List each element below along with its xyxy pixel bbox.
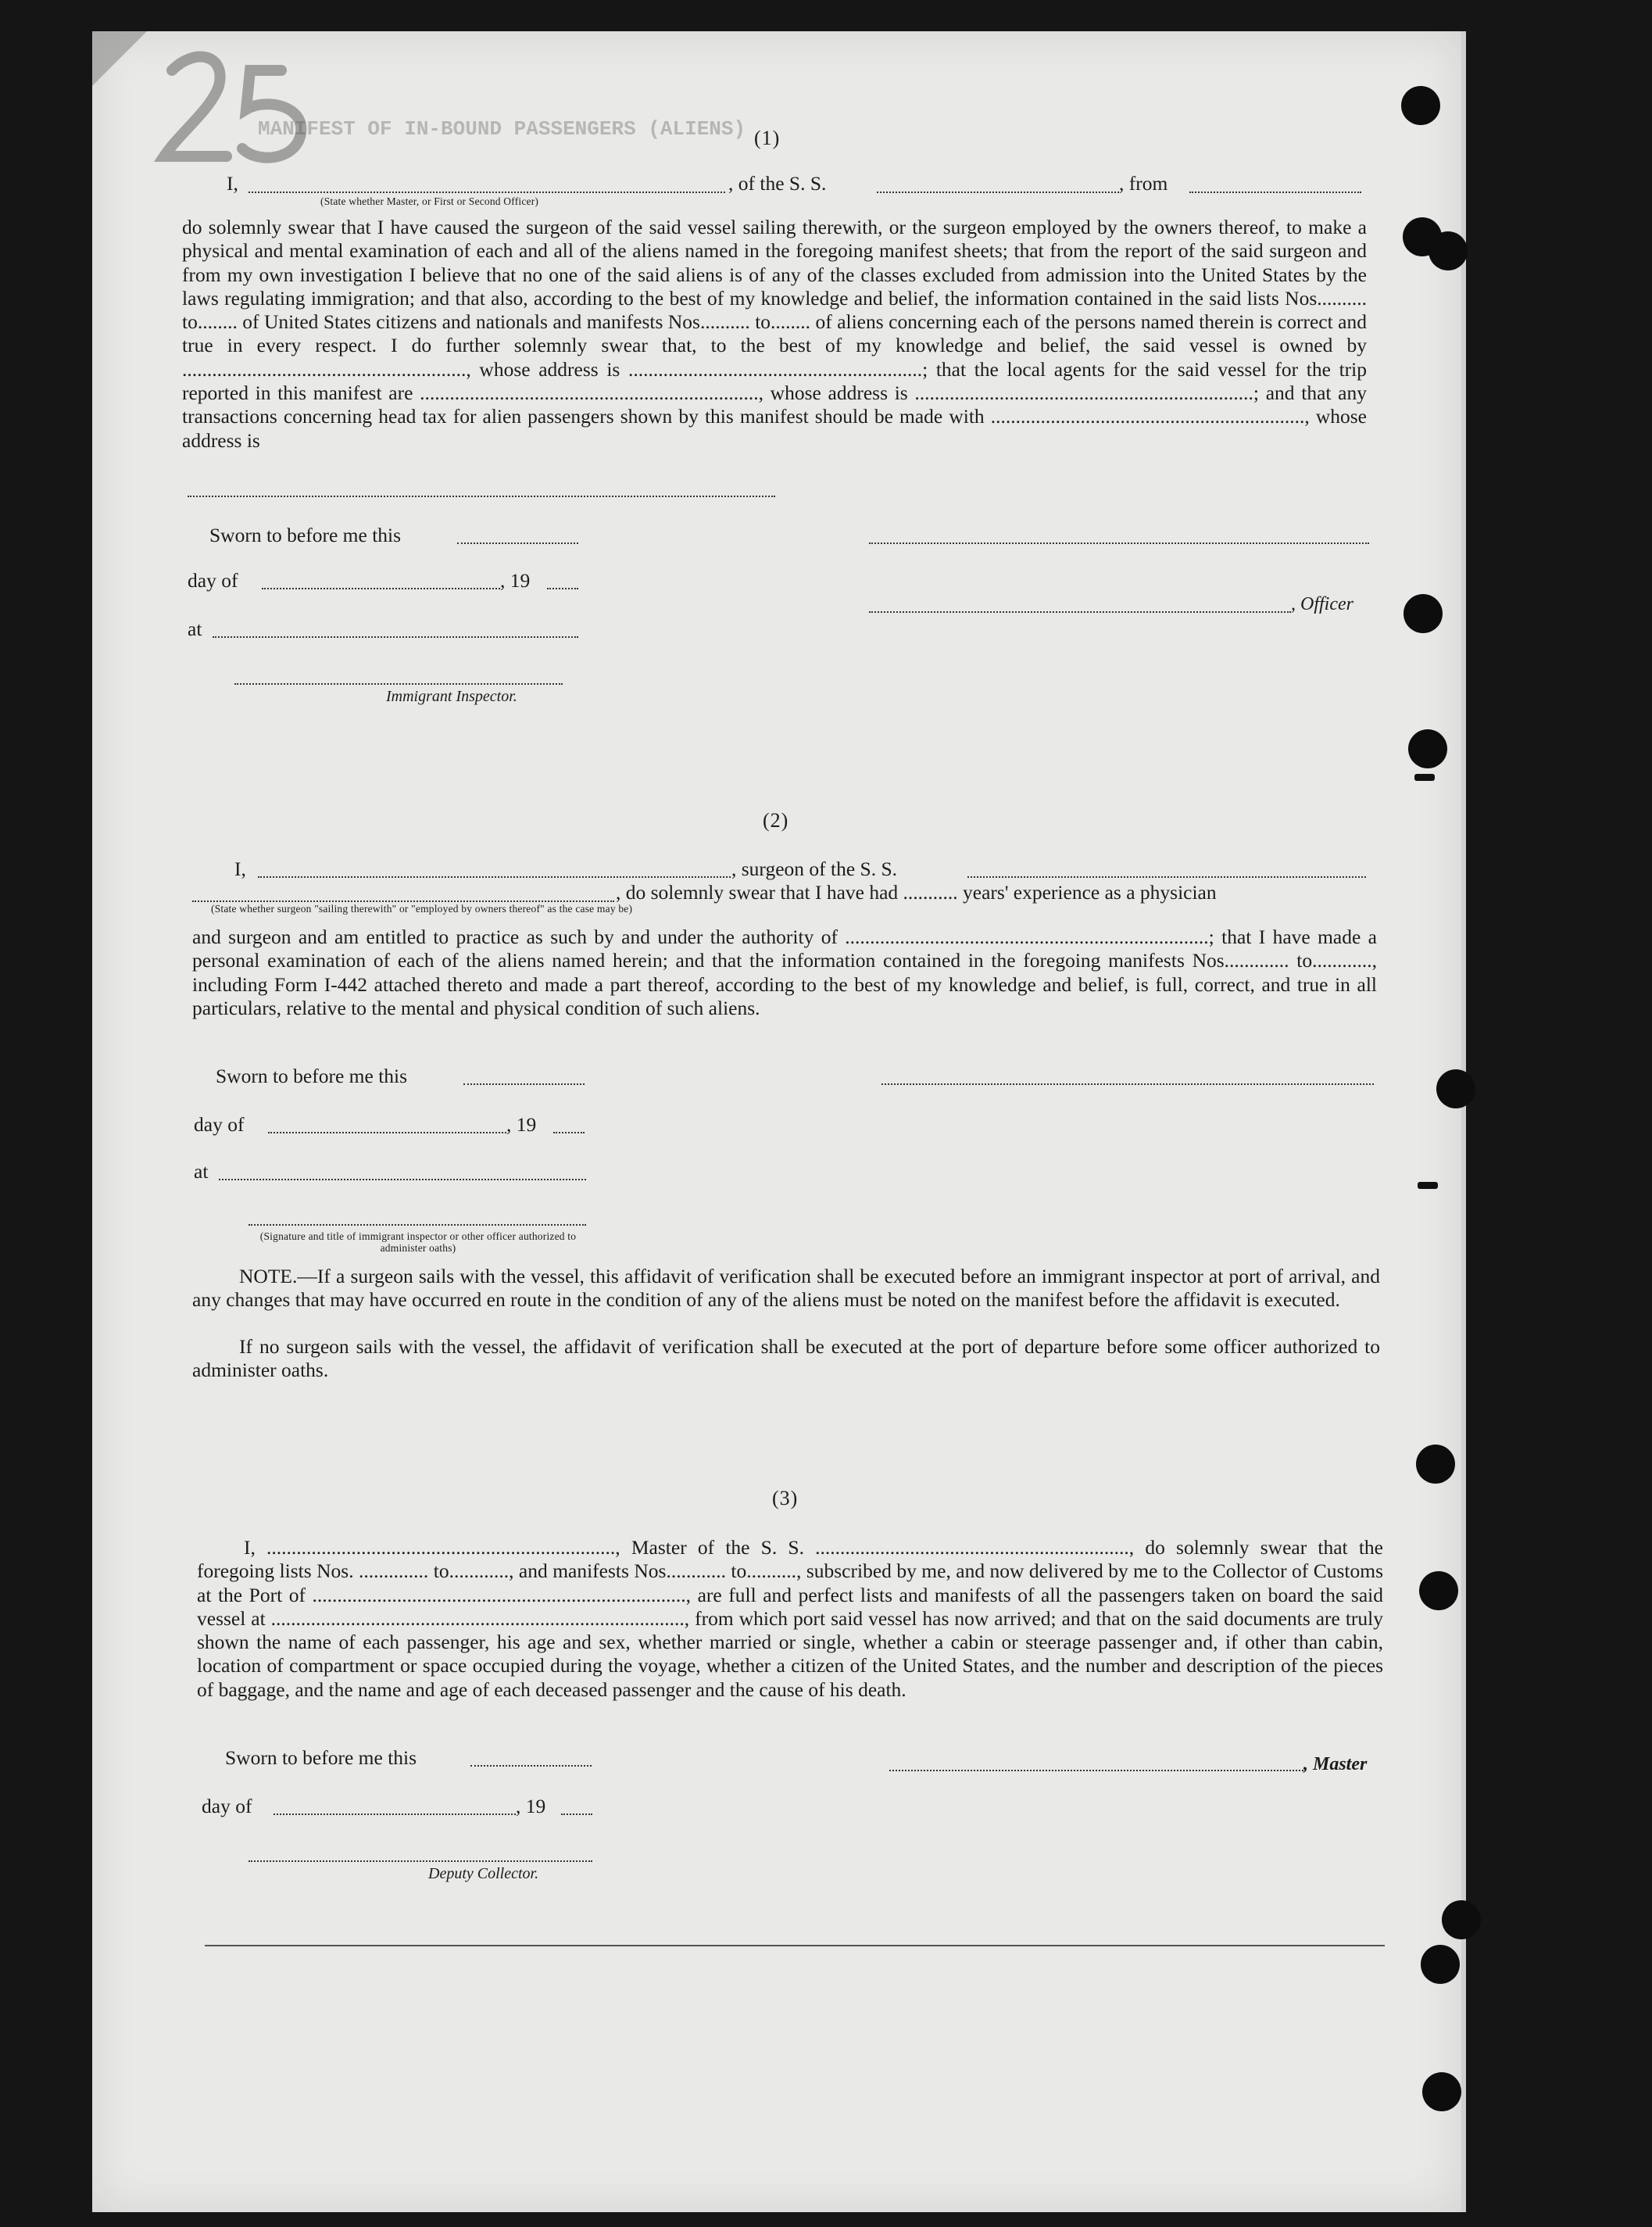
section-1-address-line <box>188 496 775 497</box>
deputy-collector-label: Deputy Collector. <box>428 1865 539 1882</box>
section-2-inspector-signature-line <box>249 1224 586 1226</box>
binder-hole <box>1403 594 1443 633</box>
surgeon-name-line <box>258 876 731 878</box>
section-3-number: (3) <box>772 1487 799 1509</box>
officer-signature-line <box>869 611 1291 613</box>
immigrant-inspector-signature-line <box>234 683 563 685</box>
section-2-month-line <box>268 1132 506 1133</box>
section-1-at-line <box>213 636 578 638</box>
section-2-year-line <box>553 1132 585 1133</box>
bottom-rule <box>205 1945 1385 1946</box>
master-label: , Master <box>1303 1754 1368 1774</box>
master-signature-line <box>889 1770 1303 1771</box>
section-1-sworn-label: Sworn to before me this <box>209 524 402 546</box>
section-2-vessel-line <box>967 876 1366 878</box>
section-1-vessel-label: , of the S. S. <box>728 172 827 195</box>
from-port-line <box>1189 192 1361 193</box>
master-name-line <box>249 192 725 193</box>
deputy-collector-signature-line <box>249 1860 592 1862</box>
section-2-experience-label: , do solemnly swear that I have had ........... years' experience as a physician <box>616 881 1217 904</box>
section-1-from-label: , from <box>1119 172 1168 195</box>
section-1-i-label: I, <box>227 172 238 195</box>
note-paragraph-1: NOTE.—If a surgeon sails with the vessel, this affidavit of verification shall be executed before an immigrant inspector at port of arrival, and any changes that may have occurred en route in the condition of any of the aliens must be noted on the manifest before the affidavit is executed. <box>192 1265 1380 1312</box>
section-3-year-label: , 19 <box>516 1795 546 1817</box>
section-2-i-label: I, <box>234 858 246 880</box>
section-2-at-label: at <box>194 1160 209 1183</box>
handwritten-number-stamp <box>148 39 352 172</box>
section-1-oath-paragraph: do solemnly swear that I have caused the surgeon of the said vessel sailing therewith, or the surgeon employed by the owners thereof, to make a physical and mental examination of each and all of the aliens named in the foregoing manifest sheets; that from the report of the said surgeon and from my own investigation I believe that no one of the said aliens is of any of the classes excluded from admission into the United States by the laws regulating immigration; and that also, according to the best of my knowledge and belief, the information contained in the said lists Nos.......... to........ of United States citizens and nationals and manifests Nos.......... to........ of aliens concerning each of the persons named therein is correct and true in every respect. I do further solemnly swear that, to the best of my knowledge and belief, the said vessel is owned by ........................................................., whose address is ...........................................................; that the local agents for the said vessel for the trip reported in this manifest are ...................................................................., whose address is ....................................................................; and that any transactions concerning head tax for alien passengers shown by this manifest should be made with ..............................................................., whose address is <box>182 216 1367 452</box>
binder-hole <box>1416 1445 1455 1484</box>
binder-mark <box>1418 1182 1438 1189</box>
folded-corner <box>92 31 147 86</box>
section-2-oath-paragraph: and surgeon and am entitled to practice as such by and under the authority of .........................................................................; that I have made a personal examination of each of the aliens named herein; and that the information contained in the foregoing manifests Nos............. to............, including Form I-442 attached thereto and made a part thereof, according to the best of my knowledge and belief, is full, correct, and true in all particulars, relative to the mental and physical condition of such aliens. <box>192 926 1377 1019</box>
section-3-sworn-label: Sworn to before me this <box>225 1746 417 1769</box>
section-2-sworn-label: Sworn to before me this <box>216 1065 408 1087</box>
binder-hole <box>1436 1069 1475 1108</box>
surgeon-signature-line <box>881 1083 1374 1085</box>
section-3-oath-paragraph: I, ......................................................................, Master of the S. S. ..............................................................., do solemnly swear that the foregoing lists Nos. .............. to............, and manifests Nos............ to.........., subscribed by me, and now delivered by me to the Collector of Customs at the Port of ..........................................................................., are full and perfect lists and manifests of all the passengers taken on board the said vessel at ..................................................................................., from which port said vessel has now arrived; and that on the said documents are truly shown the name of each passenger, his age and sex, whether married or single, whether a cabin or steerage passenger and, if other than cabin, location of compartment or space occupied during the voyage, whether a citizen of the United States, and the number and description of the pieces of baggage, and the name and age of each deceased passenger and the cause of his death. <box>197 1536 1383 1701</box>
section-2-surgeon-label: , surgeon of the S. S. <box>731 858 898 880</box>
officer-top-line <box>869 542 1369 544</box>
binder-hole <box>1422 2072 1461 2111</box>
vessel-name-line <box>877 192 1119 193</box>
section-1-year-line <box>547 588 578 589</box>
section-2-year-label: , 19 <box>506 1113 537 1136</box>
binder-hole <box>1419 1571 1458 1610</box>
section-1-at-label: at <box>188 618 202 640</box>
note-paragraph-2: If no surgeon sails with the vessel, the affidavit of verification shall be executed at the port of departure before some officer authorized to administer oaths. <box>192 1335 1380 1382</box>
section-1-day-of-label: day of <box>188 569 238 592</box>
binder-hole <box>1408 729 1447 768</box>
officer-label: , Officer <box>1291 594 1353 614</box>
binder-hole <box>1421 1945 1460 1984</box>
section-2-at-line <box>219 1179 586 1180</box>
section-2-status-caption: (State whether surgeon "sailing therewith" or "employed by owners thereof" as the case may be) <box>211 903 633 915</box>
binder-hole <box>1429 231 1468 270</box>
binder-hole <box>1401 86 1440 125</box>
section-3-sworn-day-line <box>470 1765 592 1767</box>
binder-mark <box>1414 774 1435 781</box>
section-2-day-of-label: day of <box>194 1113 245 1136</box>
surgeon-status-line <box>192 900 614 902</box>
section-3-day-of-label: day of <box>202 1795 252 1817</box>
section-1-number: (1) <box>754 127 781 149</box>
page-edge <box>1461 31 1466 2212</box>
section-1-sworn-day-line <box>457 542 578 544</box>
immigrant-inspector-label: Immigrant Inspector. <box>386 688 517 705</box>
section-1-master-caption: (State whether Master, or First or Second Officer) <box>320 195 539 207</box>
section-1-year-label: , 19 <box>500 569 531 592</box>
section-1-month-line <box>262 588 500 589</box>
bleed-title: MANIFEST OF IN-BOUND PASSENGERS (ALIENS) <box>258 117 746 141</box>
section-3-month-line <box>274 1813 516 1815</box>
binder-hole <box>1442 1900 1481 1939</box>
section-2-number: (2) <box>763 809 789 832</box>
section-2-signature-caption: (Signature and title of immigrant inspector or other officer authorized to administer oaths) <box>259 1230 577 1254</box>
section-2-sworn-day-line <box>463 1083 585 1085</box>
section-3-year-line <box>561 1813 592 1815</box>
